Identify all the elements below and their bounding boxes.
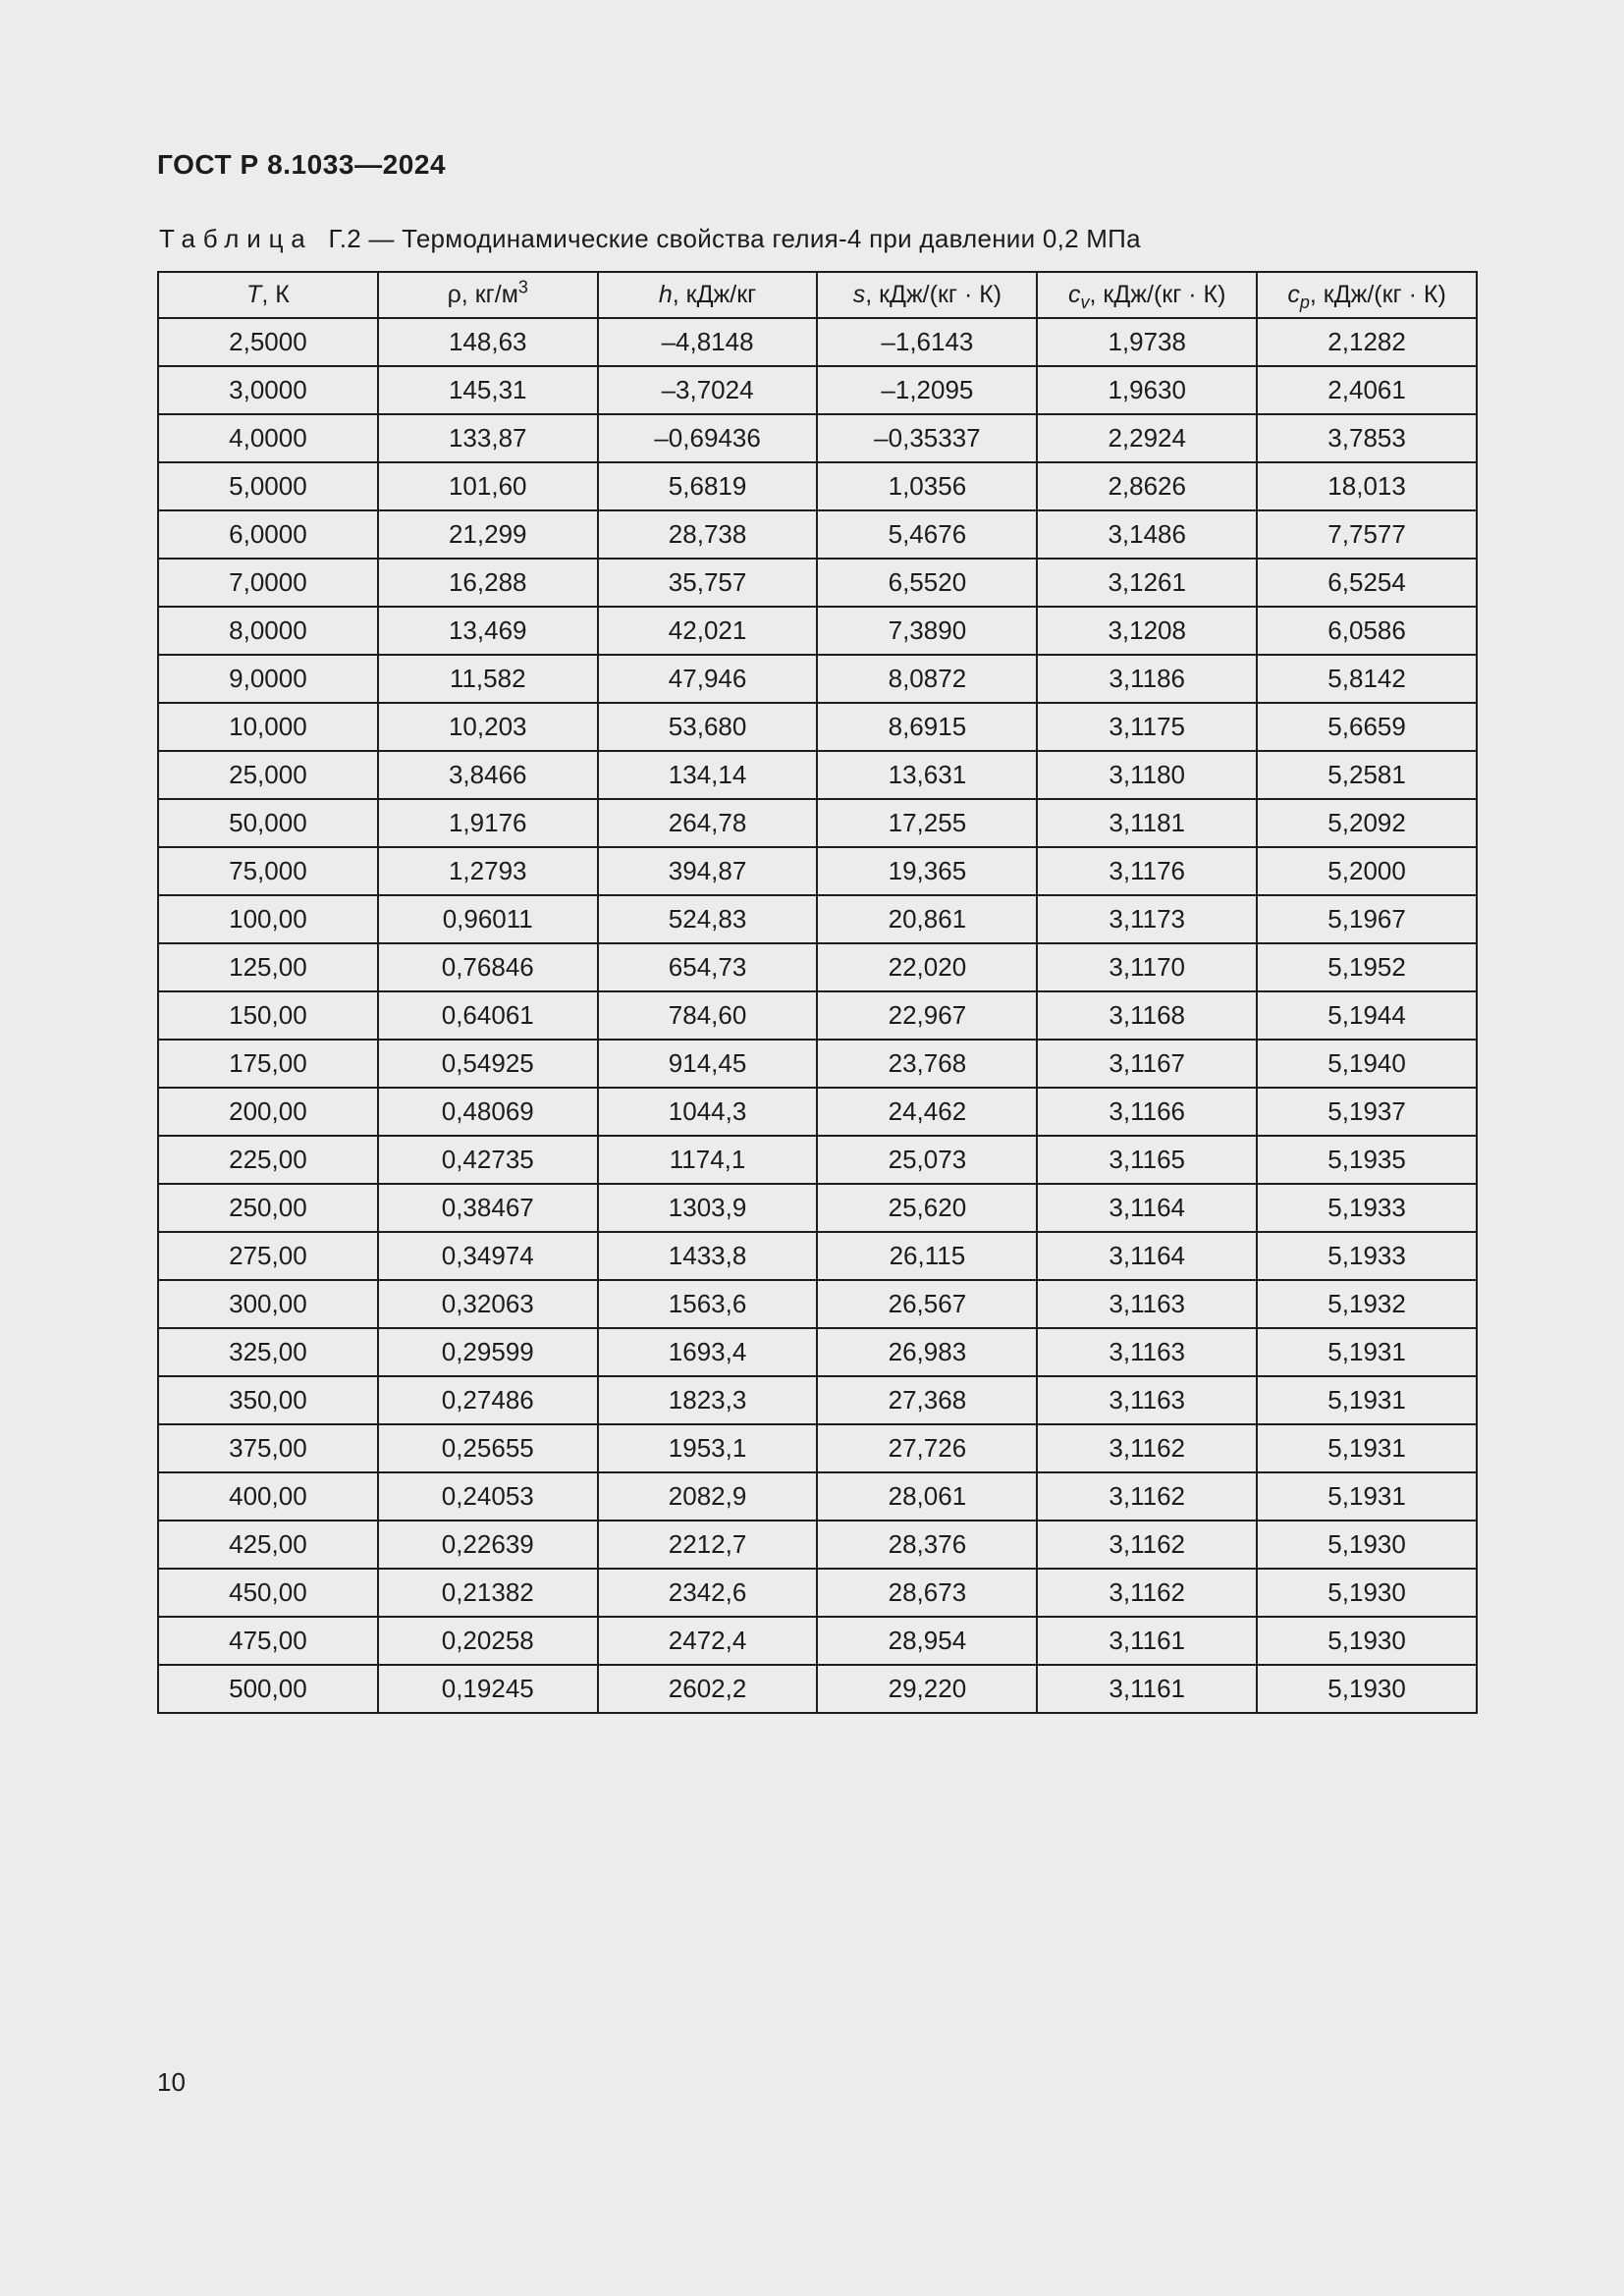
table-cell: 148,63 bbox=[378, 318, 598, 366]
table-cell: 28,061 bbox=[817, 1472, 1037, 1521]
table-cell: 6,5254 bbox=[1257, 559, 1477, 607]
table-cell: 27,726 bbox=[817, 1424, 1037, 1472]
table-cell: –1,2095 bbox=[817, 366, 1037, 414]
table-cell: 0,21382 bbox=[378, 1569, 598, 1617]
table-cell: 1,2793 bbox=[378, 847, 598, 895]
table-cell: 5,1931 bbox=[1257, 1472, 1477, 1521]
table-row bbox=[158, 1617, 1477, 1665]
table-cell: 3,1208 bbox=[1037, 607, 1257, 655]
table-cell: 325,00 bbox=[158, 1328, 378, 1376]
table-row bbox=[158, 1280, 1477, 1328]
table-cell: 175,00 bbox=[158, 1040, 378, 1088]
table-cell: 5,1931 bbox=[1257, 1328, 1477, 1376]
table-cell: 3,1176 bbox=[1037, 847, 1257, 895]
table-cell: 2,5000 bbox=[158, 318, 378, 366]
table-cell: 500,00 bbox=[158, 1665, 378, 1713]
table-cell: 5,2581 bbox=[1257, 751, 1477, 799]
table-cell: 394,87 bbox=[598, 847, 818, 895]
table-cell: 2082,9 bbox=[598, 1472, 818, 1521]
table-cell: 7,3890 bbox=[817, 607, 1037, 655]
table-cell: 5,0000 bbox=[158, 462, 378, 510]
table-row bbox=[158, 1088, 1477, 1136]
table-cell: 5,1931 bbox=[1257, 1376, 1477, 1424]
table-cell: 5,1932 bbox=[1257, 1280, 1477, 1328]
table-cell: 264,78 bbox=[598, 799, 818, 847]
table-cell: 35,757 bbox=[598, 559, 818, 607]
table-cell: 3,1175 bbox=[1037, 703, 1257, 751]
table-cell: 450,00 bbox=[158, 1569, 378, 1617]
table-cell: 25,620 bbox=[817, 1184, 1037, 1232]
table-cell: 5,1930 bbox=[1257, 1665, 1477, 1713]
table-cell: 134,14 bbox=[598, 751, 818, 799]
table-cell: 101,60 bbox=[378, 462, 598, 510]
table-cell: 0,42735 bbox=[378, 1136, 598, 1184]
table-row bbox=[158, 1376, 1477, 1424]
table-cell: 3,1173 bbox=[1037, 895, 1257, 943]
table-row bbox=[158, 799, 1477, 847]
table-cell: 1,9630 bbox=[1037, 366, 1257, 414]
table-cell: 5,1940 bbox=[1257, 1040, 1477, 1088]
table-cell: 2,2924 bbox=[1037, 414, 1257, 462]
table-row bbox=[158, 991, 1477, 1040]
table-cell: 0,22639 bbox=[378, 1521, 598, 1569]
table-cell: 3,1170 bbox=[1037, 943, 1257, 991]
table-cell: 2,8626 bbox=[1037, 462, 1257, 510]
table-cell: 0,48069 bbox=[378, 1088, 598, 1136]
table-body bbox=[158, 318, 1477, 1713]
table-caption-label: Таблица bbox=[159, 224, 313, 253]
table-cell: 3,0000 bbox=[158, 366, 378, 414]
table-cell: 50,000 bbox=[158, 799, 378, 847]
table-cell: 3,1163 bbox=[1037, 1280, 1257, 1328]
table-cell: 75,000 bbox=[158, 847, 378, 895]
table-cell: 25,073 bbox=[817, 1136, 1037, 1184]
table-cell: 425,00 bbox=[158, 1521, 378, 1569]
table-cell: 5,6819 bbox=[598, 462, 818, 510]
table-cell: 3,1181 bbox=[1037, 799, 1257, 847]
table-cell: 53,680 bbox=[598, 703, 818, 751]
table-cell: 3,1163 bbox=[1037, 1328, 1257, 1376]
table-row bbox=[158, 1521, 1477, 1569]
table-cell: 29,220 bbox=[817, 1665, 1037, 1713]
table-cell: 0,27486 bbox=[378, 1376, 598, 1424]
table-row bbox=[158, 414, 1477, 462]
table-row bbox=[158, 462, 1477, 510]
table-cell: 8,6915 bbox=[817, 703, 1037, 751]
table-cell: 0,96011 bbox=[378, 895, 598, 943]
table-cell: 8,0872 bbox=[817, 655, 1037, 703]
table-cell: 524,83 bbox=[598, 895, 818, 943]
table-cell: 1174,1 bbox=[598, 1136, 818, 1184]
table-row bbox=[158, 1232, 1477, 1280]
table-cell: 3,1163 bbox=[1037, 1376, 1257, 1424]
column-header-cv: $c_v$, кДж/(кг · К) bbox=[1037, 272, 1257, 318]
table-cell: 0,19245 bbox=[378, 1665, 598, 1713]
table-cell: 24,462 bbox=[817, 1088, 1037, 1136]
table-cell: 654,73 bbox=[598, 943, 818, 991]
table-cell: –4,8148 bbox=[598, 318, 818, 366]
table-cell: 375,00 bbox=[158, 1424, 378, 1472]
table-cell: 11,582 bbox=[378, 655, 598, 703]
table-cell: 2,1282 bbox=[1257, 318, 1477, 366]
table-cell: 3,1180 bbox=[1037, 751, 1257, 799]
table-row bbox=[158, 655, 1477, 703]
table-row bbox=[158, 1424, 1477, 1472]
table-cell: 2212,7 bbox=[598, 1521, 818, 1569]
table-cell: 5,1944 bbox=[1257, 991, 1477, 1040]
table-header-row-group bbox=[158, 272, 1477, 318]
table-cell: 400,00 bbox=[158, 1472, 378, 1521]
table-cell: 28,673 bbox=[817, 1569, 1037, 1617]
table-cell: 1044,3 bbox=[598, 1088, 818, 1136]
table-cell: –0,35337 bbox=[817, 414, 1037, 462]
table-cell: 10,000 bbox=[158, 703, 378, 751]
table-cell: 1823,3 bbox=[598, 1376, 818, 1424]
table-cell: 28,376 bbox=[817, 1521, 1037, 1569]
table-row bbox=[158, 510, 1477, 559]
table-cell: 6,0586 bbox=[1257, 607, 1477, 655]
table-row bbox=[158, 895, 1477, 943]
table-cell: 21,299 bbox=[378, 510, 598, 559]
table-cell: 225,00 bbox=[158, 1136, 378, 1184]
table-cell: 5,1933 bbox=[1257, 1184, 1477, 1232]
table-cell: 200,00 bbox=[158, 1088, 378, 1136]
column-header-entropy: s, кДж/(кг · К) bbox=[817, 272, 1037, 318]
table-cell: 42,021 bbox=[598, 607, 818, 655]
table-cell: 3,1164 bbox=[1037, 1232, 1257, 1280]
table-caption-text: Г.2 — Термодинамические свойства гелия-4 при давлении 0,2 МПа bbox=[328, 224, 1141, 253]
thermodynamic-properties-table bbox=[157, 271, 1478, 1714]
column-header-cp: $c_p$, кДж/(кг · К) bbox=[1257, 272, 1477, 318]
table-cell: 1433,8 bbox=[598, 1232, 818, 1280]
table-cell: 25,000 bbox=[158, 751, 378, 799]
table-cell: 26,567 bbox=[817, 1280, 1037, 1328]
table-cell: 2602,2 bbox=[598, 1665, 818, 1713]
table-row bbox=[158, 1569, 1477, 1617]
table-row bbox=[158, 1184, 1477, 1232]
table-row bbox=[158, 1472, 1477, 1521]
table-row bbox=[158, 1040, 1477, 1088]
table-cell: 22,967 bbox=[817, 991, 1037, 1040]
table-cell: 19,365 bbox=[817, 847, 1037, 895]
table-cell: 5,4676 bbox=[817, 510, 1037, 559]
table-cell: 0,32063 bbox=[378, 1280, 598, 1328]
table-cell: 0,54925 bbox=[378, 1040, 598, 1088]
table-cell: 3,1164 bbox=[1037, 1184, 1257, 1232]
table-cell: –0,69436 bbox=[598, 414, 818, 462]
table-row bbox=[158, 847, 1477, 895]
table-cell: 26,983 bbox=[817, 1328, 1037, 1376]
table-cell: 3,1162 bbox=[1037, 1424, 1257, 1472]
table-cell: 5,1930 bbox=[1257, 1521, 1477, 1569]
table-cell: 3,1162 bbox=[1037, 1472, 1257, 1521]
table-cell: 0,76846 bbox=[378, 943, 598, 991]
table-cell: 5,1967 bbox=[1257, 895, 1477, 943]
table-cell: 28,738 bbox=[598, 510, 818, 559]
table-cell: 0,20258 bbox=[378, 1617, 598, 1665]
column-header-density: ρ, $кг/м^3$ bbox=[378, 272, 598, 318]
table-row bbox=[158, 559, 1477, 607]
table-cell: 6,5520 bbox=[817, 559, 1037, 607]
table-cell: 5,2000 bbox=[1257, 847, 1477, 895]
table-cell: 914,45 bbox=[598, 1040, 818, 1088]
table-row bbox=[158, 366, 1477, 414]
table-cell: 3,1168 bbox=[1037, 991, 1257, 1040]
table-cell: 9,0000 bbox=[158, 655, 378, 703]
table-cell: 3,8466 bbox=[378, 751, 598, 799]
table-row bbox=[158, 1136, 1477, 1184]
table-row bbox=[158, 1665, 1477, 1713]
table-cell: 133,87 bbox=[378, 414, 598, 462]
table-cell: 5,1931 bbox=[1257, 1424, 1477, 1472]
table-cell: 3,1162 bbox=[1037, 1521, 1257, 1569]
table-cell: 27,368 bbox=[817, 1376, 1037, 1424]
table-cell: 3,1161 bbox=[1037, 1665, 1257, 1713]
table-cell: 17,255 bbox=[817, 799, 1037, 847]
table-cell: 350,00 bbox=[158, 1376, 378, 1424]
table-cell: 1,9738 bbox=[1037, 318, 1257, 366]
table-cell: 3,1162 bbox=[1037, 1569, 1257, 1617]
table-cell: 1693,4 bbox=[598, 1328, 818, 1376]
table-cell: 5,8142 bbox=[1257, 655, 1477, 703]
table-cell: 275,00 bbox=[158, 1232, 378, 1280]
table-cell: 6,0000 bbox=[158, 510, 378, 559]
table-cell: 0,24053 bbox=[378, 1472, 598, 1521]
table-cell: 3,1166 bbox=[1037, 1088, 1257, 1136]
table-row bbox=[158, 943, 1477, 991]
table-cell: 10,203 bbox=[378, 703, 598, 751]
table-cell: 3,1186 bbox=[1037, 655, 1257, 703]
table-cell: 4,0000 bbox=[158, 414, 378, 462]
table-cell: 0,38467 bbox=[378, 1184, 598, 1232]
table-cell: 1953,1 bbox=[598, 1424, 818, 1472]
table-cell: 2,4061 bbox=[1257, 366, 1477, 414]
table-cell: 300,00 bbox=[158, 1280, 378, 1328]
table-cell: 145,31 bbox=[378, 366, 598, 414]
table-row bbox=[158, 318, 1477, 366]
column-header-temperature: T, К bbox=[158, 272, 378, 318]
table-cell: 3,1261 bbox=[1037, 559, 1257, 607]
table-cell: 0,34974 bbox=[378, 1232, 598, 1280]
table-cell: 23,768 bbox=[817, 1040, 1037, 1088]
column-header-enthalpy: h, кДж/кг bbox=[598, 272, 818, 318]
table-cell: 1563,6 bbox=[598, 1280, 818, 1328]
table-cell: 2342,6 bbox=[598, 1569, 818, 1617]
table-row bbox=[158, 607, 1477, 655]
table-cell: 125,00 bbox=[158, 943, 378, 991]
table-cell: 5,1930 bbox=[1257, 1617, 1477, 1665]
table-cell: 1,0356 bbox=[817, 462, 1037, 510]
table-cell: 22,020 bbox=[817, 943, 1037, 991]
table-cell: 28,954 bbox=[817, 1617, 1037, 1665]
table-header-row bbox=[158, 272, 1477, 318]
table-cell: 0,29599 bbox=[378, 1328, 598, 1376]
table-cell: 5,1933 bbox=[1257, 1232, 1477, 1280]
table-cell: 20,861 bbox=[817, 895, 1037, 943]
table-cell: 3,7853 bbox=[1257, 414, 1477, 462]
table-cell: 784,60 bbox=[598, 991, 818, 1040]
table-cell: 0,64061 bbox=[378, 991, 598, 1040]
table-cell: 2472,4 bbox=[598, 1617, 818, 1665]
table-cell: 0,25655 bbox=[378, 1424, 598, 1472]
table-cell: 5,6659 bbox=[1257, 703, 1477, 751]
table-cell: 7,7577 bbox=[1257, 510, 1477, 559]
table-cell: 8,0000 bbox=[158, 607, 378, 655]
table-cell: 3,1167 bbox=[1037, 1040, 1257, 1088]
table-cell: 16,288 bbox=[378, 559, 598, 607]
table-row bbox=[158, 703, 1477, 751]
table-cell: 7,0000 bbox=[158, 559, 378, 607]
table-cell: –3,7024 bbox=[598, 366, 818, 414]
table-cell: 47,946 bbox=[598, 655, 818, 703]
table-cell: 3,1161 bbox=[1037, 1617, 1257, 1665]
table-cell: 100,00 bbox=[158, 895, 378, 943]
document-title: ГОСТ Р 8.1033—2024 bbox=[157, 149, 447, 180]
table-cell: 3,1165 bbox=[1037, 1136, 1257, 1184]
table-caption bbox=[159, 224, 1141, 254]
table-row bbox=[158, 1328, 1477, 1376]
page-number: 10 bbox=[157, 2067, 186, 2097]
table-cell: 475,00 bbox=[158, 1617, 378, 1665]
table-cell: 250,00 bbox=[158, 1184, 378, 1232]
table-cell: 1303,9 bbox=[598, 1184, 818, 1232]
table-row bbox=[158, 751, 1477, 799]
table-cell: 150,00 bbox=[158, 991, 378, 1040]
table-cell: 5,1935 bbox=[1257, 1136, 1477, 1184]
table-cell: 13,631 bbox=[817, 751, 1037, 799]
table-cell: 13,469 bbox=[378, 607, 598, 655]
table-cell: 5,1952 bbox=[1257, 943, 1477, 991]
table-cell: 5,1930 bbox=[1257, 1569, 1477, 1617]
table-cell: 1,9176 bbox=[378, 799, 598, 847]
table-cell: 5,1937 bbox=[1257, 1088, 1477, 1136]
table-cell: 26,115 bbox=[817, 1232, 1037, 1280]
table-cell: –1,6143 bbox=[817, 318, 1037, 366]
table-cell: 18,013 bbox=[1257, 462, 1477, 510]
table-cell: 5,2092 bbox=[1257, 799, 1477, 847]
table-cell: 3,1486 bbox=[1037, 510, 1257, 559]
